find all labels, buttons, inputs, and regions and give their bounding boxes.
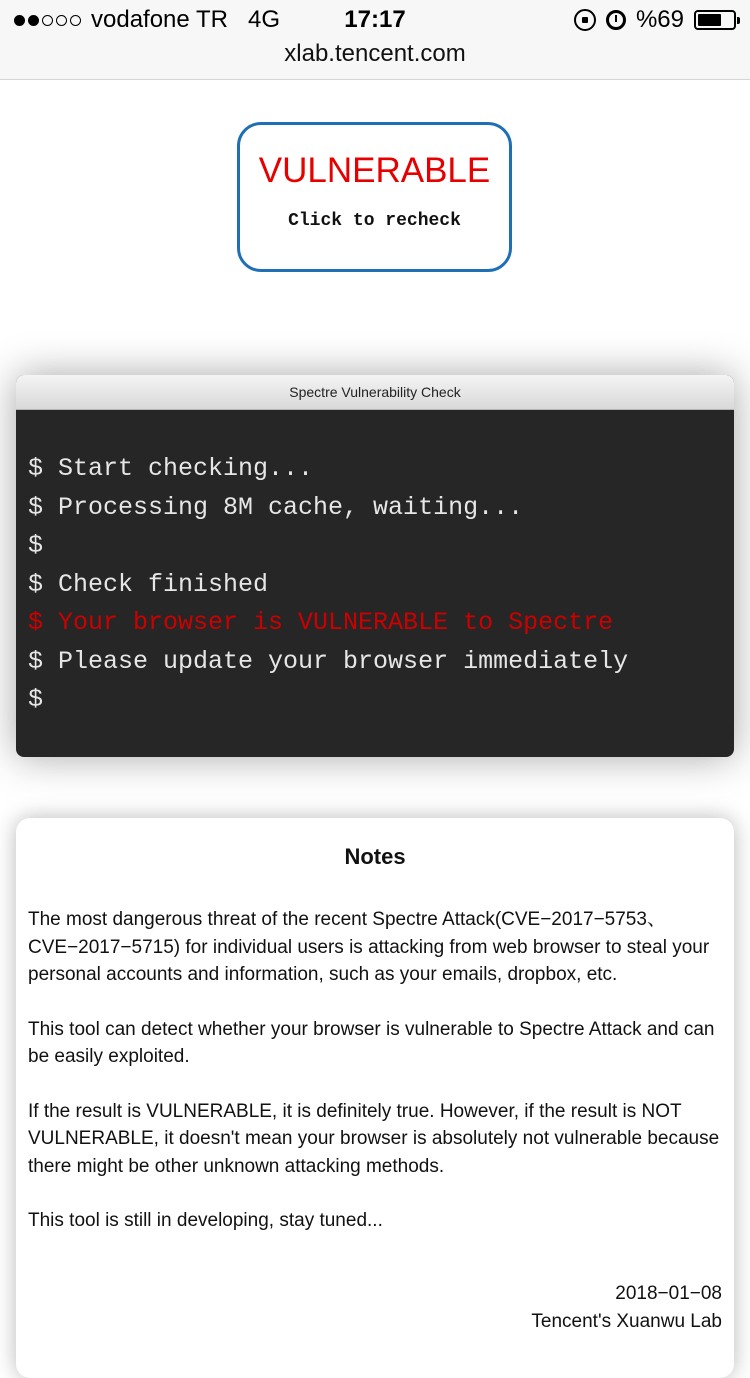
notes-card [16, 818, 734, 1378]
terminal-line: $ Start checking... [28, 454, 314, 483]
terminal-window [16, 375, 734, 757]
address-bar[interactable]: xlab.tencent.com [284, 40, 466, 67]
network-type: 4G [247, 6, 280, 33]
carrier-name: vodafone TR [91, 6, 228, 33]
alarm-icon [606, 10, 626, 30]
battery-fill [698, 14, 721, 26]
clock: 17:17 [344, 6, 406, 33]
recheck-button[interactable] [237, 122, 512, 272]
result-status: VULNERABLE [258, 151, 491, 190]
terminal-line: $ Please update your browser immediately [28, 646, 629, 676]
notes-date: 2018−01−08 [615, 1282, 722, 1304]
notes-paragraph: If the result is VULNERABLE, it is definitely true. However, if the result is NOT VULNERABLE, it doesn't mean your browser is absolutely not vulnerable because there might be other unknown attacking methods. [28, 1100, 720, 1177]
terminal-line: $ [28, 531, 44, 560]
orientation-lock-icon [574, 9, 596, 31]
notes-paragraph: The most dangerous threat of the recent Spectre Attack(CVE−2017−5753、CVE−2017−5715) for individual users is attacking from web browser to steal your personal accounts and information, such as your emails, dropbox, etc. [28, 909, 710, 985]
status-bar [0, 0, 750, 80]
terminal-line: $ Processing 8M cache, waiting... [28, 492, 524, 522]
terminal-line: $ Check finished [28, 569, 269, 599]
terminal-output [16, 410, 734, 720]
notes-title: Notes [344, 844, 406, 869]
terminal-title: Spectre Vulnerability Check [16, 375, 734, 410]
notes-paragraph: This tool can detect whether your browser is vulnerable to Spectre Attack and can be easily exploited. [28, 1018, 715, 1067]
notes-author: Tencent's Xuanwu Lab [531, 1310, 722, 1332]
notes-signature [28, 1280, 722, 1336]
battery-percent: %69 [635, 6, 684, 33]
recheck-label: Click to recheck [288, 211, 461, 231]
battery-icon [694, 10, 736, 30]
notes-paragraph: This tool is still in developing, stay tuned... [28, 1210, 383, 1231]
terminal-line-error: $ Your browser is VULNERABLE to Spectre [28, 608, 614, 637]
status-right [574, 6, 736, 34]
terminal-line: $ [28, 685, 44, 714]
